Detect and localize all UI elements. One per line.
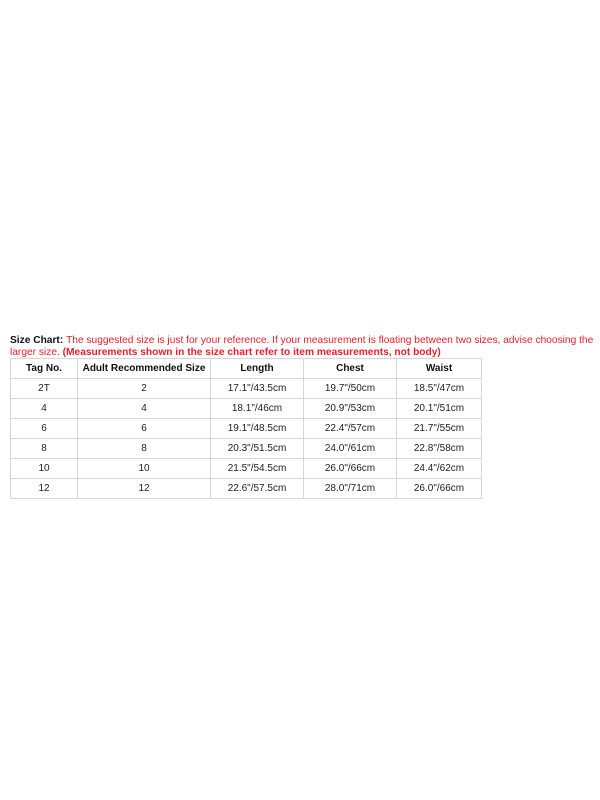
cell-waist: 26.0"/66cm [397,479,482,499]
size-chart-note: The suggested size is just for your reference. If your measurement is floating between two sizes, advise choosing the larger size. [10,335,594,358]
size-chart-colon: : [59,335,67,346]
cell-adult-size: 12 [78,479,211,499]
cell-length: 21.5"/54.5cm [211,459,304,479]
size-chart-table [10,358,482,499]
cell-adult-size: 8 [78,439,211,459]
cell-adult-size: 10 [78,459,211,479]
cell-waist: 20.1"/51cm [397,399,482,419]
cell-waist: 22.8"/58cm [397,439,482,459]
cell-adult-size: 2 [78,379,211,399]
table-row [11,379,482,399]
cell-waist: 21.7"/55cm [397,419,482,439]
cell-chest: 28.0"/71cm [304,479,397,499]
table-row [11,399,482,419]
cell-length: 22.6"/57.5cm [211,479,304,499]
cell-length: 18.1"/46cm [211,399,304,419]
table-row [11,479,482,499]
cell-chest: 24.0"/61cm [304,439,397,459]
cell-adult-size: 4 [78,399,211,419]
size-chart-label: Size Chart [10,335,60,346]
cell-tag-no: 2T [11,379,78,399]
table-row [11,439,482,459]
header-adult-recommended-size: Adult Recommended Size [78,359,211,379]
cell-tag-no: 10 [11,459,78,479]
table-header-row [11,359,482,379]
cell-waist: 24.4"/62cm [397,459,482,479]
cell-length: 20.3"/51.5cm [211,439,304,459]
header-length: Length [211,359,304,379]
cell-length: 17.1"/43.5cm [211,379,304,399]
cell-waist: 18.5"/47cm [397,379,482,399]
cell-chest: 22.4"/57cm [304,419,397,439]
header-chest: Chest [304,359,397,379]
size-chart-measurement-note: (Measurements shown in the size chart refer to item measurements, not body) [62,346,441,358]
cell-chest: 19.7"/50cm [304,379,397,399]
header-waist: Waist [397,359,482,379]
cell-tag-no: 12 [11,479,78,499]
cell-length: 19.1"/48.5cm [211,419,304,439]
cell-tag-no: 4 [11,399,78,419]
table-row [11,459,482,479]
table-row [11,419,482,439]
cell-chest: 26.0"/66cm [304,459,397,479]
header-tag-no: Tag No. [11,359,78,379]
cell-tag-no: 8 [11,439,78,459]
size-chart-intro [10,335,596,358]
cell-chest: 20.9"/53cm [304,399,397,419]
cell-tag-no: 6 [11,419,78,439]
cell-adult-size: 6 [78,419,211,439]
